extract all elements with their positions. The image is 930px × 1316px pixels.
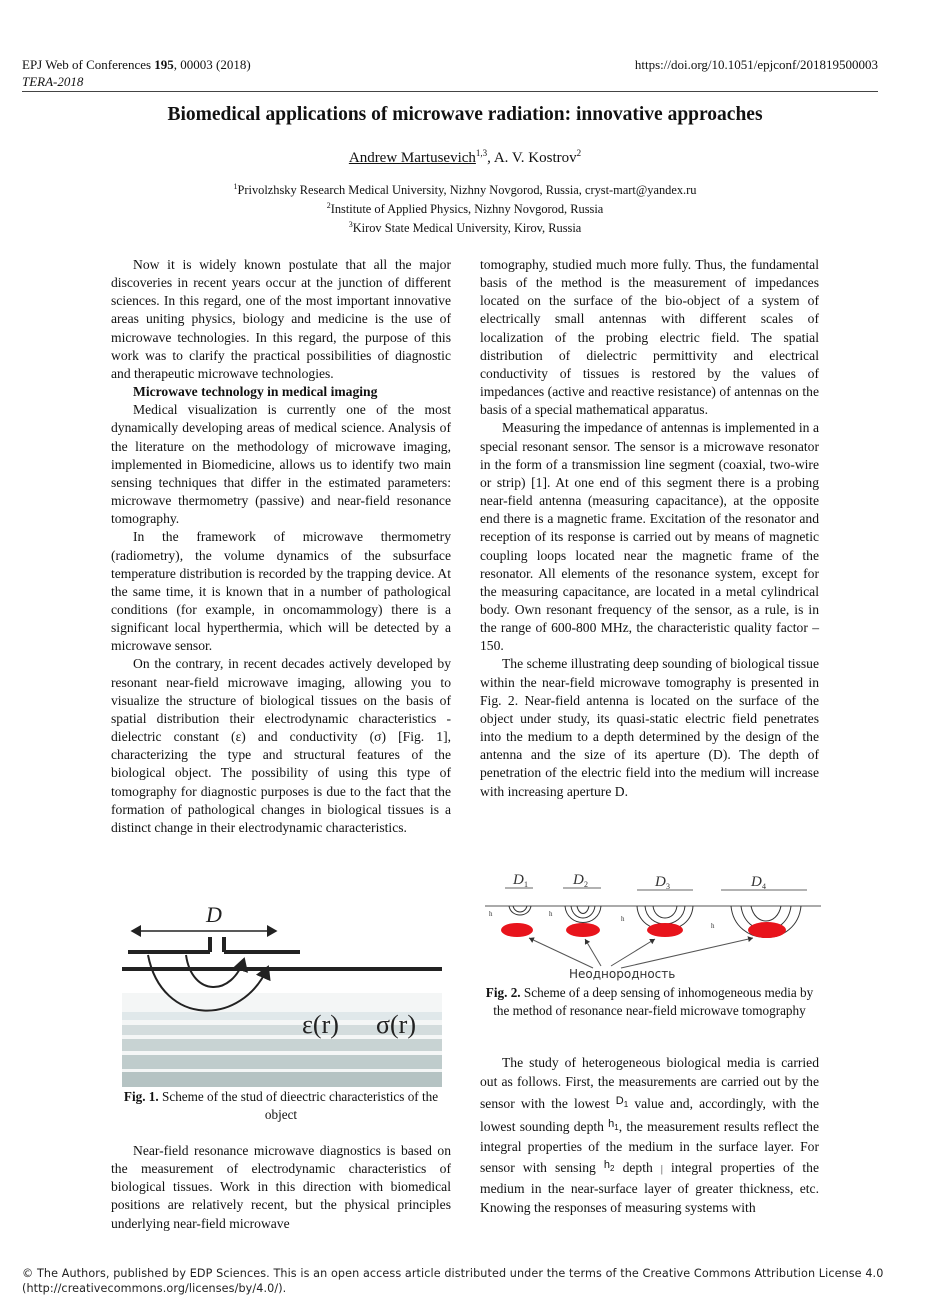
section-heading: Microwave technology in medical imaging — [133, 384, 378, 400]
field-lines-2 — [565, 906, 601, 923]
aperture-label-3: D — [655, 874, 666, 890]
depth-label-1: h — [489, 910, 493, 918]
inhomogeneity-4 — [748, 922, 786, 938]
aperture-sub-4: 4 — [762, 882, 766, 891]
affiliation-3: $^3$Kirov State Medical University, Kirov, Russia — [348, 220, 582, 236]
figure-1-diagram — [122, 897, 442, 1087]
aperture-sub-1: 1 — [524, 880, 528, 889]
license-link[interactable]: (http://creativecommons.org/licenses/by/4.0/). — [22, 1282, 287, 1295]
author-1[interactable]: Andrew Martusevich — [348, 150, 476, 166]
pointer-arrow — [621, 938, 753, 968]
aperture-label-1: D — [513, 872, 524, 888]
right-column-bottom — [480, 1054, 819, 1218]
inhomogeneity-1 — [501, 923, 533, 937]
aperture-sub-2: 2 — [584, 880, 588, 889]
paragraph: On the contrary, in recent decades actively developed by resonant near-field microwave imaging, allowing you to visualize the structure of biological tissues on the basis of spatial distribution their electrodynamic characteristics - dielectric constant (ε) and conductivity (σ) [Fig. 1], characterizing the type and structural features of the biological object. The possibility of using this type of tomography for diagnostic purposes is due to the fact that the formation of pathological changes in biological tissues is a distinct change in their electrodynamic characteristics. — [111, 656, 451, 835]
license-footer — [22, 1266, 883, 1296]
permittivity-label: ε(r) — [302, 1010, 339, 1039]
inhomogeneity-label: Неоднородность — [569, 967, 676, 981]
paragraph: Medical visualization is currently one of the most dynamically developing areas of medical science. Analysis of the literature on the methodology of microwave imaging, implemented in Biomedicine, allows us to identify two main sensing techniques that differ in the estimated parameters: microwave thermometry (passive) and near-field resonance tomography. — [111, 402, 451, 527]
paper-title: Biomedical applications of microwave radiation: innovative approaches — [167, 104, 763, 125]
affiliation-2: $^2$Institute of Applied Physics, Nizhny Novgorod, Russia — [326, 201, 604, 217]
license-text: © The Authors, published by EDP Sciences. This is an open access article distributed under the terms of the Creative Commons Attribution License 4.0 — [22, 1267, 884, 1280]
symbol-h1: h1 — [608, 1117, 619, 1132]
journal-line: EPJ Web of Conferences 195, 00003 (2018) — [22, 57, 251, 72]
figure-2-caption: Fig. 2. Scheme of a deep sensing of inhomogeneous media by the method of resonance near-field microwave tomography — [485, 985, 814, 1018]
doi-link[interactable]: https://doi.org/10.1051/epjconf/201819500003 — [634, 57, 878, 72]
field-lines-1 — [509, 906, 531, 915]
left-column-bottom — [111, 1142, 451, 1233]
conference-name: TERA-2018 — [22, 74, 84, 89]
tissue-layer — [122, 1039, 442, 1051]
running-header-left — [22, 56, 251, 90]
aperture-label-4: D — [751, 874, 762, 890]
affiliations — [0, 179, 930, 236]
paragraph: Now it is widely known postulate that all the major discoveries in recent years occur at the junction of different sciences. In this regard, one of the most important innovative areas uniting physics, biology and medicine is the use of microwave technologies. In this regard, the purpose of this work was to clarify the practical possibilities of diagnostic and therapeutic microwave technologies. — [111, 257, 451, 381]
right-column — [480, 256, 819, 801]
inhomogeneity-2 — [566, 923, 600, 937]
pointer-arrow — [585, 939, 601, 966]
tissue-layer — [122, 1055, 442, 1069]
paragraph: The study of heterogeneous biological media is carried out as follows. First, the measurements are carried out by the sensor with the lowest $^{D_1}$ value and, accordingly, with the lowest sounding depth $^{h_1}$, the measurement results reflect the integral properties of the medium in the surface layer. For sensor with sensing $^{h_2}$ depth | integral properties of the medium in the near-surface layer of greater thickness, etc. Knowing the responses of measuring systems with — [480, 1055, 819, 1215]
aperture-sub-3: 3 — [666, 882, 670, 891]
author-list: Andrew Martusevich$^{1,3}$, A. V. Kostrov$^2$ — [348, 148, 582, 166]
depth-label-3: h — [621, 915, 625, 923]
pointer-arrow — [529, 938, 593, 968]
depth-label-4: h — [711, 922, 715, 930]
inhomogeneity-3 — [647, 923, 683, 937]
paragraph: Near-field resonance microwave diagnostics is based on the measurement of electrodynamic characteristics of biological tissues. Work in this direction with biomedical positions are relatively recent, but the physical principles underlying near-field microwave — [111, 1143, 451, 1231]
paragraph: The scheme illustrating deep sounding of biological tissue within the near-field microwave tomography is presented in Fig. 2. Near-field antenna is located on the surface of the object under study, its quasi-static electric field penetrates into the medium to a depth determined by the design of the antenna and the size of its aperture (D). The depth of penetration of the electric field into the medium will increase with increasing aperture D. — [480, 656, 819, 799]
header-rule — [22, 91, 878, 92]
symbol-d1: D1 — [615, 1094, 629, 1109]
depth-label-2: h — [549, 910, 553, 918]
paragraph: In the framework of microwave thermometry (radiometry), the volume dynamics of the subsurface temperature distribution is recorded by the trapping device. At the same time, it is known that in a number of pathological conditions (for example, in oncomammology) there is a significant local hyperthermia, which will be detected by a microwave sensor. — [111, 529, 451, 654]
figure-2-diagram — [485, 866, 821, 981]
symbol-h2: h2 — [603, 1159, 615, 1174]
conductivity-label: σ(r) — [376, 1010, 416, 1039]
paragraph: Measuring the impedance of antennas is implemented in a special resonant sensor. The sensor is a microwave resonator in the form of a transmission line segment (coaxial, two-wire or strip) [1]. At one end of this segment there is a probing near-field antenna (measuring capacitance), at the opposite end there is a magnetic frame. Excitation of the resonator and reception of its response is carried out by means of magnetic coupling loops located near the magnetic frame of the resonator. All elements of the resonance system, except for the measuring capacitance, are located in a metal cylindrical body. Own resonant frequency of the sensor, as a rule, is in the range of 600-800 MHz, the characteristic quality factor – 150. — [480, 420, 819, 654]
aperture-label: D — [206, 902, 222, 927]
tissue-layer — [122, 1072, 442, 1087]
affiliation-1: $^1$Privolzhsky Research Medical University, Nizhny Novgorod, Russia, cryst-mart@yandex.ru — [233, 182, 697, 198]
aperture-label-2: D — [573, 872, 584, 888]
author-2: A. V. Kostrov — [493, 150, 577, 166]
figure-1-caption: Fig. 1. Scheme of the stud of dieectric characteristics of the object — [123, 1089, 439, 1122]
field-line-inner — [186, 955, 244, 987]
paragraph: tomography, studied much more fully. Thus, the fundamental basis of the method is the measurement of impedances located on the surface of the bio-object of a system of electrically small antennas with different scales of localization of the probing electric field. The spatial distribution of dielectric permittivity and electrical conductivity of tissues is restored by the values of impedances (active and reactive resistance) of antennas on the basis of a special mathematical apparatus. — [480, 257, 819, 418]
left-column — [111, 256, 451, 837]
symbol-bar: | — [660, 1164, 663, 1176]
